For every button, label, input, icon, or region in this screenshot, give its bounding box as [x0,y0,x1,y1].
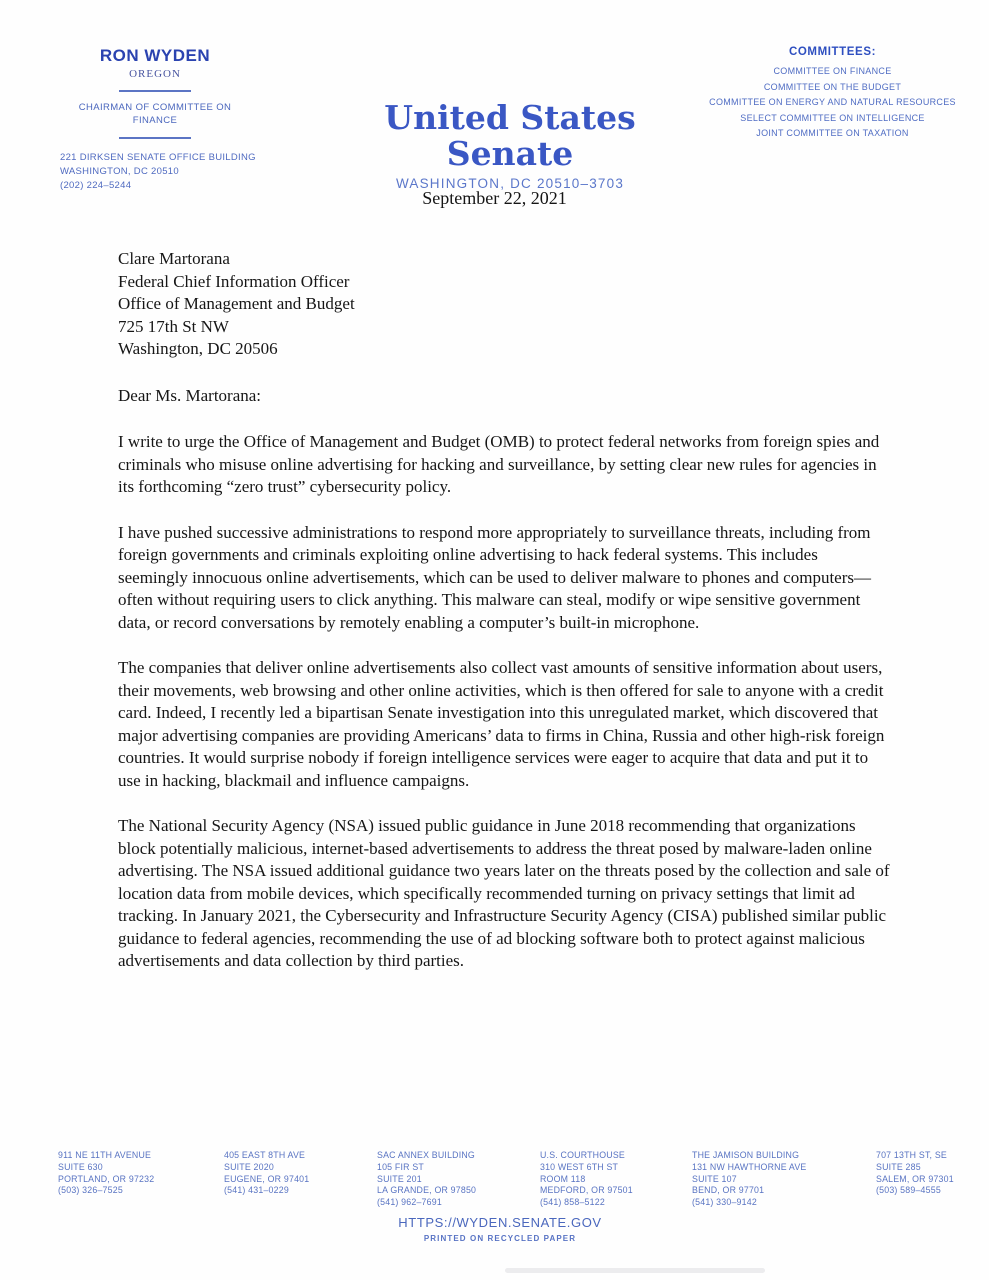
office-column-line: PORTLAND, OR 97232 [58,1173,155,1184]
office-column-line: U.S. COURTHOUSE [540,1150,625,1160]
senate-letterhead [330,100,690,191]
committee-item: COMMITTEE ON ENERGY AND NATURAL RESOURCES [709,97,956,107]
office-column [692,1150,806,1209]
committees-block [690,46,975,142]
sender-address [40,151,270,193]
recipient-line: Clare Martorana [118,249,230,268]
committee-item: SELECT COMMITTEE ON INTELLIGENCE [740,112,925,123]
office-column-line: 310 WEST 6TH ST [540,1161,619,1172]
office-column-line: 105 FIR ST [377,1161,424,1172]
office-column [876,1150,954,1197]
senate-title: United States Senate [384,98,636,173]
divider-rule [119,137,191,139]
sender-address-line: 221 DIRKSEN SENATE OFFICE BUILDING [60,152,256,163]
letter-paragraph: The National Security Agency (NSA) issued public guidance in June 2018 recommending that organizations block potentially malicious, internet-based advertisements to address the threat posed by malware-laden online advertising. The NSA issued additional guidance two years later on the threats posed by the collection and sale of location data from mobile devices, which specifically recommended turning on privacy settings that limit ad tracking. In January 2021, the Cybersecurity and Infrastructure Security Agency (CISA) published similar public guidance to federal agencies, recommending the use of ad blocking software both to protect against malicious advertisements and data collection by third parties. [118,816,890,970]
office-column-line: (541) 330–9142 [692,1197,757,1208]
office-column-line: (541) 962–7691 [377,1197,442,1208]
office-column-line: SAC ANNEX BUILDING [377,1150,475,1160]
office-column-line: (503) 326–7525 [58,1185,123,1196]
letter-body [118,248,890,996]
office-column-line: SUITE 201 [377,1173,422,1184]
recipient-line: Federal Chief Information Officer [118,271,350,291]
committees-list [690,64,975,142]
office-column-line: SUITE 107 [692,1173,737,1184]
office-column-line: 131 NW HAWTHORNE AVE [692,1161,807,1172]
letter-paragraph: The companies that deliver online advertisements also collect vast amounts of sensitive information about users, their movements, web browsing and other online activities, which is then offered for sale to anyone with a credit card. Indeed, I recently led a bipartisan Senate investigation into this unregulated market, which discovered that major advertising companies are providing Americans’ data to firms in China, Russia and other high-risk foreign countries. It would surprise nobody if foreign intelligence services were eager to acquire that data and put it to use in hacking, blackmail and influence campaigns. [118,658,885,790]
office-column-line: EUGENE, OR 97401 [224,1173,310,1184]
office-column-line: BEND, OR 97701 [692,1185,765,1196]
office-column-line: SUITE 2020 [224,1161,274,1172]
office-column-line: ROOM 118 [540,1173,586,1184]
office-column [224,1150,309,1197]
office-column-line: SALEM, OR 97301 [876,1173,954,1184]
committees-heading: COMMITTEES: [788,46,877,58]
sender-name: RON WYDEN [99,46,211,65]
website-url: HTTPS://WYDEN.SENATE.GOV [398,1215,602,1230]
divider-rule [119,90,191,92]
recipient-address [118,248,890,361]
sender-state: OREGON [129,68,181,80]
recipient-line: Washington, DC 20506 [118,339,278,358]
letter-paragraph: I have pushed successive administrations to respond more appropriately to surveillance threats, including from foreign governments and criminals exploiting online advertising to hack federal systems. This includes seemingly innocuous online advertisements, which can be used to deliver malware to phones and computers—often without requiring users to click anything. This malware can steal, modify or wipe sensitive government data, or record conversations by remotely enabling a computer’s built-in microphone. [118,522,871,632]
office-column-line: SUITE 630 [58,1161,103,1172]
office-column-line: MEDFORD, OR 97501 [540,1185,633,1196]
sender-address-line: WASHINGTON, DC 20510 [60,166,179,177]
letter-date: September 22, 2021 [422,188,567,208]
sender-address-line: (202) 224–5244 [60,180,132,191]
office-column [540,1150,633,1209]
office-column-line: 405 EAST 8TH AVE [224,1150,306,1160]
office-column [377,1150,476,1209]
salutation: Dear Ms. Martorana: [118,385,262,405]
recycled-paper-note: PRINTED ON RECYCLED PAPER [423,1234,577,1243]
committee-item: COMMITTEE ON THE BUDGET [763,81,902,92]
scan-artifact [505,1268,765,1273]
district-offices [0,1150,989,1220]
office-column-line: 707 13TH ST, SE [876,1150,947,1160]
letter-paragraphs [118,431,890,973]
office-column-line: (541) 431–0229 [224,1185,289,1196]
office-column-line: THE JAMISON BUILDING [692,1150,800,1160]
senate-address: WASHINGTON, DC 20510–3703 [395,176,625,191]
committee-item: COMMITTEE ON FINANCE [773,66,892,76]
committee-item: JOINT COMMITTEE ON TAXATION [756,128,909,138]
sender-block [40,46,270,193]
office-column-line: LA GRANDE, OR 97850 [377,1185,477,1196]
office-column-line: 911 NE 11TH AVENUE [58,1150,152,1160]
office-column-line: (503) 589–4555 [876,1185,941,1196]
sender-title-line1: CHAIRMAN OF COMMITTEE ON [78,102,232,113]
recipient-line: Office of Management and Budget [118,294,355,313]
recipient-line: 725 17th St NW [118,316,229,336]
letter-paragraph: I write to urge the Office of Management and Budget (OMB) to protect federal networks from foreign spies and criminals who misuse online advertising for hacking and surveillance, by setting clear new rules for agencies in its forthcoming “zero trust” cybersecurity policy. [118,432,880,496]
sender-title-line2: FINANCE [132,115,178,126]
office-column-line: SUITE 285 [876,1161,921,1172]
office-column [58,1150,154,1197]
office-column-line: (541) 858–5122 [540,1197,605,1208]
